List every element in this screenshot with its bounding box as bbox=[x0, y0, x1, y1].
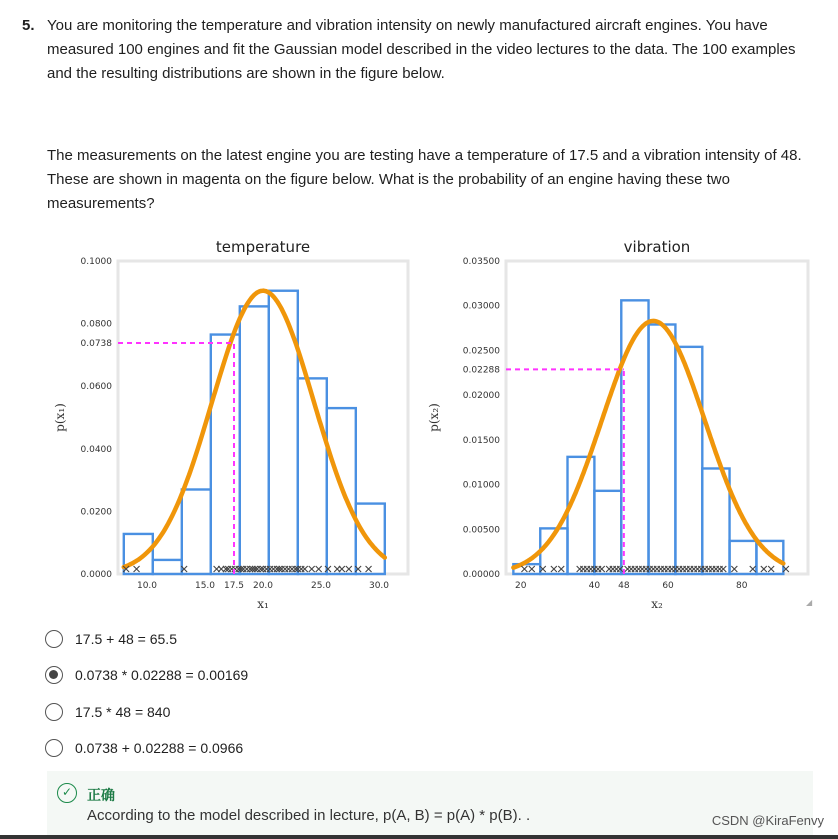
y-axis-label: p(x₂) bbox=[427, 403, 441, 432]
resize-corner-icon: ◢ bbox=[806, 598, 813, 607]
option-2-label: 0.0738 * 0.02288 = 0.00169 bbox=[75, 667, 249, 683]
question-number: 5. bbox=[22, 17, 35, 34]
option-2-radio[interactable] bbox=[45, 666, 63, 684]
x-tick-label: 80 bbox=[735, 581, 748, 591]
y-tick-label: 0.0400 bbox=[80, 444, 112, 455]
x-tick-label: 10.0 bbox=[136, 581, 158, 591]
y-tick-label: 0.00000 bbox=[462, 570, 500, 580]
feedback-box bbox=[47, 771, 813, 835]
chart-title: vibration bbox=[623, 238, 691, 256]
y-tick-label: 0.02288 bbox=[462, 365, 500, 376]
x-tick-label: 20 bbox=[515, 581, 527, 591]
x-tick-label: 17.5 bbox=[223, 581, 245, 591]
option-4-label: 0.0738 + 0.02288 = 0.0966 bbox=[75, 740, 244, 756]
y-tick-label: 0.02000 bbox=[462, 391, 500, 402]
y-tick-label: 0.03000 bbox=[462, 301, 500, 312]
temperature-chart bbox=[50, 232, 420, 612]
option-1[interactable] bbox=[45, 627, 177, 651]
y-tick-label: 0.0600 bbox=[80, 382, 112, 393]
x-tick-label: 25.0 bbox=[310, 581, 332, 591]
option-3[interactable] bbox=[45, 700, 170, 724]
feedback-title: 正确 bbox=[87, 787, 115, 803]
option-3-label: 17.5 * 48 = 840 bbox=[75, 704, 171, 720]
x-axis-label: x₁ bbox=[257, 597, 269, 611]
x-tick-label: 30.0 bbox=[368, 581, 390, 591]
watermark: CSDN @KiraFenvy bbox=[711, 813, 824, 828]
y-tick-label: 0.03500 bbox=[462, 257, 500, 267]
y-tick-label: 0.0800 bbox=[80, 319, 112, 330]
chart-title: temperature bbox=[215, 238, 311, 256]
y-tick-label: 0.01500 bbox=[462, 435, 500, 446]
question-prompt: The measurements on the latest engine you are testing have a temperature of 17.5 and a vibration intensity of 48. These are shown in magenta on the figure below. What is the probability of an engine having these two measurements? bbox=[47, 147, 802, 212]
y-tick-label: 0.0200 bbox=[80, 507, 112, 518]
y-tick-label: 0.1000 bbox=[80, 257, 112, 267]
option-2[interactable] bbox=[45, 663, 248, 687]
x-tick-label: 60 bbox=[662, 581, 674, 591]
feedback-text: According to the model described in lecture, p(A, B) = p(A) * p(B). . bbox=[87, 807, 531, 824]
x-tick-label: 20.0 bbox=[252, 581, 274, 591]
y-axis-label: p(x₁) bbox=[53, 403, 67, 432]
option-1-radio[interactable] bbox=[45, 630, 63, 648]
option-4-radio[interactable] bbox=[45, 739, 63, 757]
plot-area bbox=[506, 261, 808, 574]
question-intro bbox=[22, 14, 812, 86]
y-tick-label: 0.0000 bbox=[80, 570, 112, 580]
y-tick-label: 0.00500 bbox=[462, 525, 500, 536]
option-1-label: 17.5 + 48 = 65.5 bbox=[75, 631, 177, 647]
y-tick-label: 0.0738 bbox=[80, 339, 112, 350]
bottom-divider bbox=[0, 835, 838, 839]
plot-area bbox=[118, 261, 408, 574]
check-circle-icon: ✓ bbox=[57, 783, 77, 803]
option-4[interactable] bbox=[45, 736, 243, 760]
x-axis-label: x₂ bbox=[651, 597, 663, 611]
x-tick-label: 48 bbox=[618, 581, 630, 591]
vibration-chart bbox=[424, 232, 814, 612]
x-tick-label: 40 bbox=[588, 581, 601, 591]
y-tick-label: 0.02500 bbox=[462, 346, 500, 357]
question-intro-text: You are monitoring the temperature and vibration intensity on newly manufactured aircraft engines. You have measured 100 engines and fit the Gaussian model described in the video lectures to the data. The 100 examples and the resulting distributions are shown in the figure below. bbox=[47, 17, 796, 82]
x-tick-label: 15.0 bbox=[194, 581, 216, 591]
option-3-radio[interactable] bbox=[45, 703, 63, 721]
y-tick-label: 0.01000 bbox=[462, 480, 500, 491]
